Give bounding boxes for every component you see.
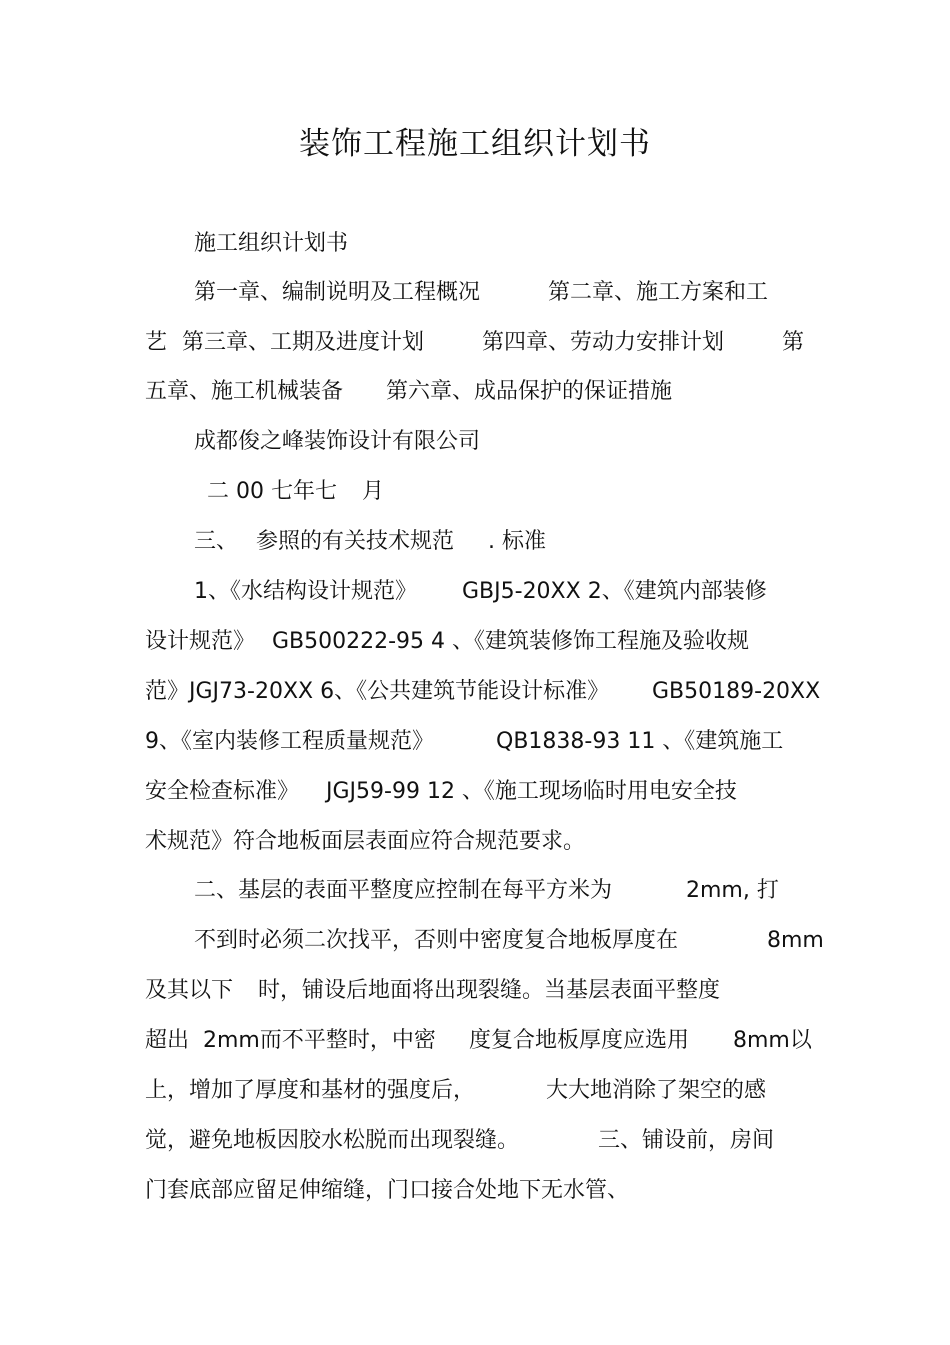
text-line xyxy=(0,626,950,658)
text-segment: GBJ5-20XX 2、《建筑内部装修 xyxy=(462,579,767,604)
text-segment: 8mm以 xyxy=(733,1028,812,1053)
text-segment: 2mm而不平整时，中密 xyxy=(203,1028,436,1053)
text-segment: 月 xyxy=(362,479,385,504)
text-line xyxy=(0,526,950,558)
text-segment: 及其以下 xyxy=(145,978,234,1003)
text-segment: 艺 xyxy=(145,330,168,355)
text-segment: 五章、施工机械装备 xyxy=(145,379,344,404)
text-line xyxy=(0,925,950,957)
text-segment: 第四章、劳动力安排计划 xyxy=(482,330,725,355)
text-line xyxy=(0,1175,950,1207)
text-segment: 不到时必须二次找平，否则中密度复合地板厚度在 xyxy=(194,928,679,953)
text-line xyxy=(0,726,950,758)
text-segment: 第二章、施工方案和工 xyxy=(548,280,769,305)
text-segment: 觉，避免地板因胶水松脱而出现裂缝。 xyxy=(145,1128,520,1153)
text-segment: JGJ59-99 12 、《施工现场临时用电安全技 xyxy=(326,779,737,804)
text-segment: 第六章、成品保护的保证措施 xyxy=(386,379,673,404)
text-segment: 术规范》符合地板面层表面应符合规范要求。 xyxy=(145,829,586,854)
text-line xyxy=(0,327,950,359)
text-line xyxy=(0,676,950,708)
text-line xyxy=(0,1125,950,1157)
text-segment: 2mm, 打 xyxy=(686,878,779,903)
text-segment: 范》JGJ73-20XX 6、《公共建筑节能设计标准》 xyxy=(145,679,610,704)
text-segment: . 标准 xyxy=(488,529,546,554)
text-segment: 参照的有关技术规范 xyxy=(256,529,455,554)
text-segment: 门套底部应留足伸缩缝，门口接合处地下无水管、 xyxy=(145,1178,630,1203)
text-segment: 第一章、编制说明及工程概况 xyxy=(194,280,481,305)
text-line xyxy=(0,1075,950,1107)
text-segment: 第三章、工期及进度计划 xyxy=(182,330,425,355)
text-line xyxy=(0,426,950,458)
document-title: 装饰工程施工组织计划书 xyxy=(299,126,651,162)
text-segment: QB1838-93 11 、《建筑施工 xyxy=(496,729,784,754)
text-segment: GB500222-95 4 、《建筑装修饰工程施及验收规 xyxy=(272,629,750,654)
text-segment: 1、《水结构设计规范》 xyxy=(194,579,417,604)
text-segment: 时，铺设后地面将出现裂缝。当基层表面平整度 xyxy=(258,978,721,1003)
text-segment: 三、铺设前，房间 xyxy=(598,1128,775,1153)
text-line xyxy=(0,975,950,1007)
text-segment: 二、基层的表面平整度应控制在每平方米为 xyxy=(194,878,613,903)
text-segment: 成都俊之峰装饰设计有限公司 xyxy=(194,429,481,454)
text-segment: 8mm xyxy=(767,928,824,953)
text-line xyxy=(0,776,950,808)
text-segment: 上，增加了厚度和基材的强度后， xyxy=(145,1078,476,1103)
text-segment: 度复合地板厚度应选用 xyxy=(469,1028,690,1053)
text-segment: 三、 xyxy=(194,529,239,554)
text-segment: 施工组织计划书 xyxy=(194,231,349,256)
text-line xyxy=(0,228,950,260)
text-line xyxy=(0,576,950,608)
text-line xyxy=(0,826,950,858)
text-line xyxy=(0,476,950,508)
text-line xyxy=(0,875,950,907)
text-segment: 大大地消除了架空的感 xyxy=(546,1078,767,1103)
text-segment: 超出 xyxy=(145,1028,190,1053)
text-segment: GB50189-20XX xyxy=(652,679,821,704)
text-segment: 第 xyxy=(782,330,805,355)
text-line xyxy=(0,376,950,408)
text-segment: 二 00 七年七 xyxy=(207,479,337,504)
text-line xyxy=(0,1025,950,1057)
text-segment: 安全检查标准》 xyxy=(145,779,300,804)
text-segment: 9、《室内装修工程质量规范》 xyxy=(145,729,434,754)
text-line xyxy=(0,277,950,309)
text-segment: 设计规范》 xyxy=(145,629,256,654)
